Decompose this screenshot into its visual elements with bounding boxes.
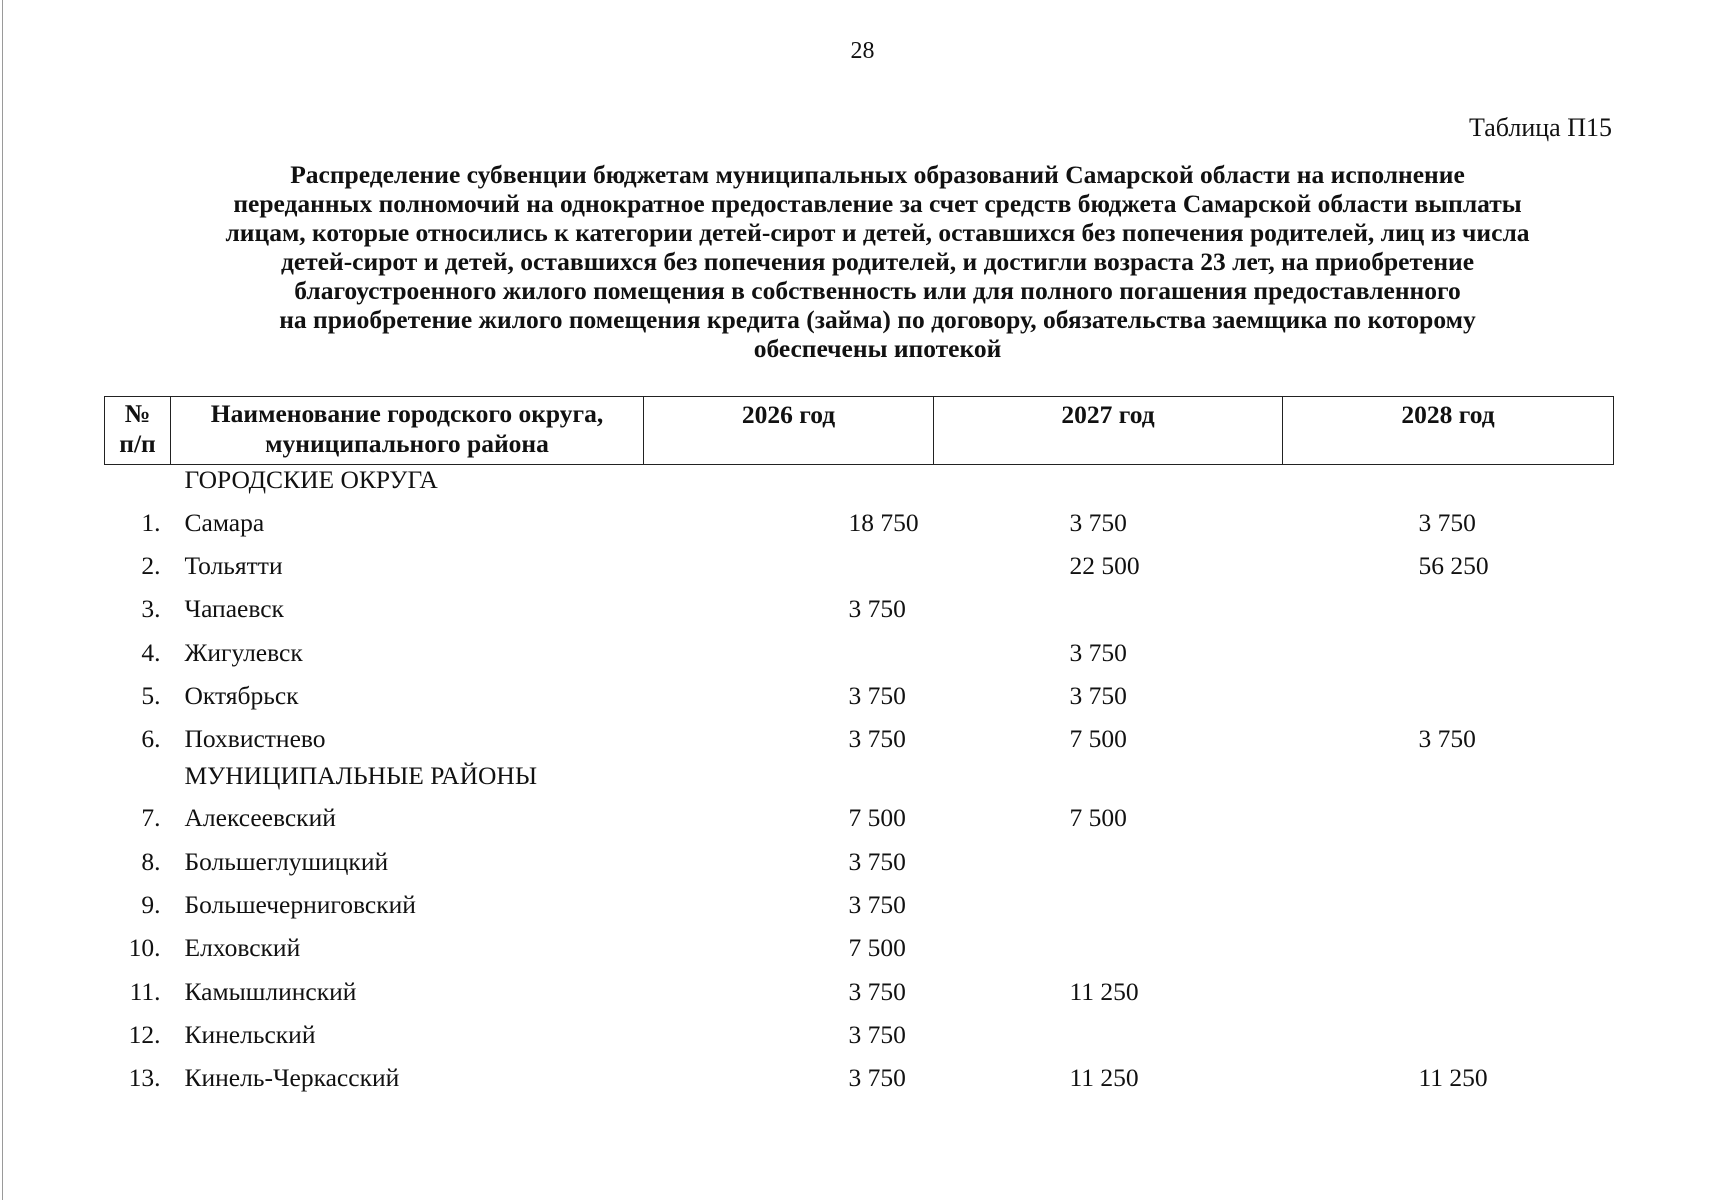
value-2028 <box>1283 970 1614 1013</box>
value-2027 <box>934 927 1283 970</box>
row-number: 6. <box>141 724 161 754</box>
value-2026: 7 500 <box>848 933 906 963</box>
value-2026: 3 750 <box>848 846 906 876</box>
value-2027: 22 500 <box>1069 550 1140 580</box>
value-2027: 3 750 <box>1069 637 1127 667</box>
value-2028: 3 750 <box>1418 724 1476 754</box>
table-row <box>105 544 1614 587</box>
value-2028 <box>1283 1013 1614 1056</box>
table-row <box>105 1057 1614 1100</box>
page-number: 28 <box>850 38 875 64</box>
section-label-districts: МУНИЦИПАЛЬНЫЕ РАЙОНЫ <box>184 760 538 790</box>
row-name: Чапаевск <box>184 594 284 624</box>
value-2028 <box>1283 631 1614 674</box>
row-name: Камышлинский <box>184 976 357 1006</box>
table-row <box>105 717 1614 760</box>
table-row <box>105 883 1614 926</box>
row-number: 3. <box>141 594 161 624</box>
table-row <box>105 970 1614 1013</box>
heading-line: благоустроенного жилого помещения в собственность или для полного погашения предоставленного <box>294 276 1461 305</box>
value-2028 <box>1283 883 1614 926</box>
value-2028: 3 750 <box>1418 507 1476 537</box>
row-name: Алексеевский <box>184 803 336 833</box>
value-2027: 11 250 <box>1069 1063 1139 1093</box>
header-number: № п/п <box>105 397 171 465</box>
table-row <box>105 1013 1614 1056</box>
row-name: Тольятти <box>184 550 283 580</box>
row-number: 9. <box>141 890 161 920</box>
heading-line: Распределение субвенции бюджетам муниципальных образований Самарской области на исполнение <box>290 160 1465 189</box>
value-2027: 3 750 <box>1069 680 1127 710</box>
row-name: Жигулевск <box>184 637 303 667</box>
value-2026: 3 750 <box>848 1063 906 1093</box>
value-2027 <box>934 588 1283 631</box>
header-2027: 2027 год <box>934 397 1283 465</box>
table-row <box>105 927 1614 970</box>
value-2028: 11 250 <box>1418 1063 1488 1093</box>
value-2026 <box>644 631 934 674</box>
value-2026: 3 750 <box>848 1019 906 1049</box>
heading-line: обеспечены ипотекой <box>753 334 1002 363</box>
value-2027 <box>934 883 1283 926</box>
row-number: 10. <box>128 933 161 963</box>
table-row <box>105 674 1614 717</box>
heading-line: переданных полномочий на однократное предоставление за счет средств бюджета Самарской области выплаты <box>233 189 1522 218</box>
row-name: Октябрьск <box>184 680 299 710</box>
row-name: Большечерниговский <box>184 890 416 920</box>
row-number: 13. <box>128 1063 161 1093</box>
table-row <box>105 631 1614 674</box>
row-number: 1. <box>141 507 161 537</box>
section-row-urban <box>105 465 1614 502</box>
value-2027 <box>934 1013 1283 1056</box>
value-2027 <box>934 840 1283 883</box>
section-label-urban: ГОРОДСКИЕ ОКРУГА <box>184 465 438 494</box>
row-number: 8. <box>141 846 161 876</box>
row-name: Елховский <box>184 933 301 963</box>
row-name: Самара <box>184 507 265 537</box>
value-2028: 56 250 <box>1418 550 1489 580</box>
row-number: 11. <box>129 976 161 1006</box>
row-number: 7. <box>141 803 161 833</box>
table-label: Таблица П15 <box>1469 113 1612 142</box>
row-number: 2. <box>141 550 161 580</box>
subvention-table <box>104 396 1614 1100</box>
section-row-districts <box>105 761 1614 797</box>
row-number: 12. <box>128 1019 161 1049</box>
value-2028 <box>1283 588 1614 631</box>
table-heading <box>120 160 1635 363</box>
header-2028: 2028 год <box>1283 397 1614 465</box>
value-2026 <box>644 544 934 587</box>
value-2028 <box>1283 674 1614 717</box>
heading-line: детей-сирот и детей, оставшихся без попечения родителей, и достигли возраста 23 лет, на приобретение <box>280 247 1475 276</box>
value-2026: 3 750 <box>848 724 906 754</box>
value-2026: 3 750 <box>848 890 906 920</box>
heading-line: лицам, которые относились к категории детей-сирот и детей, оставшихся без попечения родителей, лиц из числа <box>225 218 1530 247</box>
value-2027: 7 500 <box>1069 803 1127 833</box>
value-2027: 7 500 <box>1069 724 1127 754</box>
table-row <box>105 797 1614 840</box>
header-2026: 2026 год <box>644 397 934 465</box>
row-name: Большеглушицкий <box>184 846 389 876</box>
value-2026: 3 750 <box>848 680 906 710</box>
value-2026: 3 750 <box>848 976 906 1006</box>
row-number: 5. <box>141 680 161 710</box>
value-2026: 3 750 <box>848 594 906 624</box>
value-2028 <box>1283 840 1614 883</box>
value-2026: 7 500 <box>848 803 906 833</box>
row-name: Похвистнево <box>184 724 326 754</box>
value-2027: 3 750 <box>1069 507 1127 537</box>
header-name: Наименование городского округа, муниципального района <box>171 397 644 465</box>
row-name: Кинель-Черкасский <box>184 1063 400 1093</box>
table-row <box>105 501 1614 544</box>
value-2027: 11 250 <box>1069 976 1139 1006</box>
table-row <box>105 840 1614 883</box>
table-header-row <box>105 397 1614 465</box>
scan-edge <box>2 0 3 1200</box>
value-2026: 18 750 <box>848 507 919 537</box>
heading-line: на приобретение жилого помещения кредита (займа) по договору, обязательства заемщика по которому <box>279 305 1476 334</box>
row-number: 4. <box>141 637 161 667</box>
value-2028 <box>1283 797 1614 840</box>
table-row <box>105 588 1614 631</box>
row-name: Кинельский <box>184 1019 316 1049</box>
value-2028 <box>1283 927 1614 970</box>
